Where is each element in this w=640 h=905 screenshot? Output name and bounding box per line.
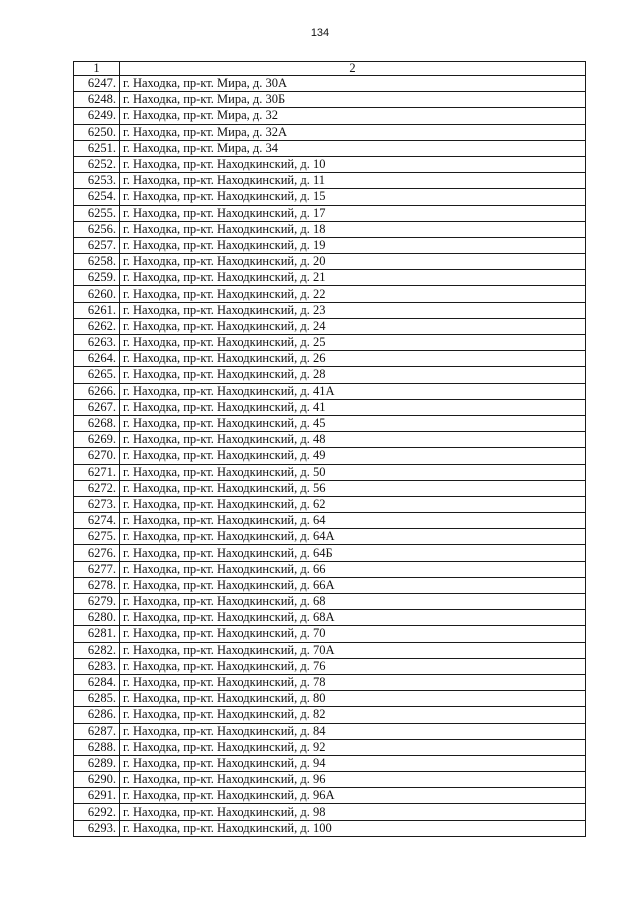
row-number: 6268. — [74, 415, 120, 431]
table-row — [74, 92, 586, 108]
row-number: 6271. — [74, 464, 120, 480]
table-row — [74, 383, 586, 399]
row-address: г. Находка, пр-кт. Находкинский, д. 50 — [120, 464, 586, 480]
row-address: г. Находка, пр-кт. Находкинский, д. 94 — [120, 755, 586, 771]
row-address: г. Находка, пр-кт. Находкинский, д. 92 — [120, 739, 586, 755]
table-row — [74, 108, 586, 124]
row-address: г. Находка, пр-кт. Находкинский, д. 21 — [120, 270, 586, 286]
row-address: г. Находка, пр-кт. Мира, д. 30Б — [120, 92, 586, 108]
table-row — [74, 318, 586, 334]
row-number: 6275. — [74, 529, 120, 545]
row-number: 6265. — [74, 367, 120, 383]
table-row — [74, 189, 586, 205]
table-row — [74, 351, 586, 367]
row-address: г. Находка, пр-кт. Находкинский, д. 22 — [120, 286, 586, 302]
table-row — [74, 820, 586, 836]
row-address: г. Находка, пр-кт. Находкинский, д. 68 — [120, 594, 586, 610]
row-number: 6288. — [74, 739, 120, 755]
row-number: 6256. — [74, 221, 120, 237]
row-number: 6285. — [74, 691, 120, 707]
table-row — [74, 674, 586, 690]
row-address: г. Находка, пр-кт. Находкинский, д. 66 — [120, 561, 586, 577]
row-number: 6283. — [74, 658, 120, 674]
row-address: г. Находка, пр-кт. Мира, д. 34 — [120, 140, 586, 156]
row-number: 6259. — [74, 270, 120, 286]
table-row — [74, 286, 586, 302]
row-number: 6248. — [74, 92, 120, 108]
row-address: г. Находка, пр-кт. Находкинский, д. 78 — [120, 674, 586, 690]
table-row — [74, 594, 586, 610]
table-row — [74, 561, 586, 577]
row-number: 6255. — [74, 205, 120, 221]
row-number: 6287. — [74, 723, 120, 739]
row-address: г. Находка, пр-кт. Находкинский, д. 82 — [120, 707, 586, 723]
table-row — [74, 626, 586, 642]
table-header-row — [74, 62, 586, 76]
row-number: 6260. — [74, 286, 120, 302]
row-number: 6254. — [74, 189, 120, 205]
table-row — [74, 399, 586, 415]
table-row — [74, 254, 586, 270]
row-number: 6270. — [74, 448, 120, 464]
row-address: г. Находка, пр-кт. Находкинский, д. 98 — [120, 804, 586, 820]
row-address: г. Находка, пр-кт. Находкинский, д. 41 — [120, 399, 586, 415]
row-number: 6291. — [74, 788, 120, 804]
row-address: г. Находка, пр-кт. Находкинский, д. 84 — [120, 723, 586, 739]
row-number: 6262. — [74, 318, 120, 334]
table-row — [74, 691, 586, 707]
row-address: г. Находка, пр-кт. Находкинский, д. 62 — [120, 496, 586, 512]
row-number: 6264. — [74, 351, 120, 367]
row-address: г. Находка, пр-кт. Находкинский, д. 41А — [120, 383, 586, 399]
row-number: 6250. — [74, 124, 120, 140]
table-row — [74, 221, 586, 237]
row-address: г. Находка, пр-кт. Находкинский, д. 56 — [120, 480, 586, 496]
row-number: 6293. — [74, 820, 120, 836]
row-address: г. Находка, пр-кт. Мира, д. 32А — [120, 124, 586, 140]
row-address: г. Находка, пр-кт. Находкинский, д. 64А — [120, 529, 586, 545]
table-row — [74, 335, 586, 351]
row-number: 6258. — [74, 254, 120, 270]
row-address: г. Находка, пр-кт. Находкинский, д. 17 — [120, 205, 586, 221]
table-row — [74, 772, 586, 788]
row-number: 6284. — [74, 674, 120, 690]
row-number: 6272. — [74, 480, 120, 496]
row-number: 6282. — [74, 642, 120, 658]
table-row — [74, 237, 586, 253]
row-number: 6251. — [74, 140, 120, 156]
row-number: 6290. — [74, 772, 120, 788]
row-address: г. Находка, пр-кт. Находкинский, д. 80 — [120, 691, 586, 707]
row-address: г. Находка, пр-кт. Находкинский, д. 25 — [120, 335, 586, 351]
row-address: г. Находка, пр-кт. Находкинский, д. 48 — [120, 432, 586, 448]
table-row — [74, 739, 586, 755]
row-address: г. Находка, пр-кт. Находкинский, д. 23 — [120, 302, 586, 318]
row-number: 6277. — [74, 561, 120, 577]
row-number: 6278. — [74, 577, 120, 593]
row-number: 6249. — [74, 108, 120, 124]
row-address: г. Находка, пр-кт. Находкинский, д. 64 — [120, 513, 586, 529]
page-number: 134 — [310, 27, 330, 39]
table-row — [74, 707, 586, 723]
row-address: г. Находка, пр-кт. Находкинский, д. 19 — [120, 237, 586, 253]
table-row — [74, 642, 586, 658]
row-number: 6247. — [74, 76, 120, 92]
table-row — [74, 432, 586, 448]
table-row — [74, 723, 586, 739]
column-header-address: 2 — [120, 62, 586, 76]
row-number: 6286. — [74, 707, 120, 723]
row-number: 6279. — [74, 594, 120, 610]
table-row — [74, 658, 586, 674]
row-number: 6281. — [74, 626, 120, 642]
row-address: г. Находка, пр-кт. Мира, д. 32 — [120, 108, 586, 124]
row-number: 6289. — [74, 755, 120, 771]
row-address: г. Находка, пр-кт. Находкинский, д. 66А — [120, 577, 586, 593]
table-row — [74, 464, 586, 480]
row-address: г. Находка, пр-кт. Находкинский, д. 20 — [120, 254, 586, 270]
table-row — [74, 367, 586, 383]
row-address: г. Находка, пр-кт. Находкинский, д. 28 — [120, 367, 586, 383]
table-row — [74, 577, 586, 593]
row-address: г. Находка, пр-кт. Находкинский, д. 24 — [120, 318, 586, 334]
row-address: г. Находка, пр-кт. Находкинский, д. 10 — [120, 156, 586, 172]
table-row — [74, 788, 586, 804]
table-row — [74, 415, 586, 431]
row-number: 6257. — [74, 237, 120, 253]
row-address: г. Находка, пр-кт. Находкинский, д. 96А — [120, 788, 586, 804]
row-address: г. Находка, пр-кт. Находкинский, д. 64Б — [120, 545, 586, 561]
table-row — [74, 480, 586, 496]
table-row — [74, 140, 586, 156]
row-address: г. Находка, пр-кт. Находкинский, д. 15 — [120, 189, 586, 205]
row-address: г. Находка, пр-кт. Мира, д. 30А — [120, 76, 586, 92]
row-number: 6292. — [74, 804, 120, 820]
table-row — [74, 610, 586, 626]
row-address: г. Находка, пр-кт. Находкинский, д. 70 — [120, 626, 586, 642]
row-address: г. Находка, пр-кт. Находкинский, д. 76 — [120, 658, 586, 674]
table-row — [74, 496, 586, 512]
column-header-number: 1 — [74, 62, 120, 76]
row-address: г. Находка, пр-кт. Находкинский, д. 49 — [120, 448, 586, 464]
table-row — [74, 124, 586, 140]
table-row — [74, 205, 586, 221]
row-address: г. Находка, пр-кт. Находкинский, д. 18 — [120, 221, 586, 237]
table-row — [74, 156, 586, 172]
row-number: 6276. — [74, 545, 120, 561]
row-number: 6263. — [74, 335, 120, 351]
table-row — [74, 173, 586, 189]
row-address: г. Находка, пр-кт. Находкинский, д. 96 — [120, 772, 586, 788]
row-address: г. Находка, пр-кт. Находкинский, д. 45 — [120, 415, 586, 431]
table-row — [74, 270, 586, 286]
row-number: 6269. — [74, 432, 120, 448]
row-number: 6261. — [74, 302, 120, 318]
table-row — [74, 545, 586, 561]
table-body — [74, 76, 586, 837]
row-number: 6252. — [74, 156, 120, 172]
table-row — [74, 513, 586, 529]
table-row — [74, 76, 586, 92]
row-address: г. Находка, пр-кт. Находкинский, д. 70А — [120, 642, 586, 658]
row-address: г. Находка, пр-кт. Находкинский, д. 26 — [120, 351, 586, 367]
table-row — [74, 448, 586, 464]
row-number: 6253. — [74, 173, 120, 189]
row-address: г. Находка, пр-кт. Находкинский, д. 11 — [120, 173, 586, 189]
table-row — [74, 529, 586, 545]
table-row — [74, 804, 586, 820]
table-row — [74, 302, 586, 318]
row-number: 6266. — [74, 383, 120, 399]
row-address: г. Находка, пр-кт. Находкинский, д. 68А — [120, 610, 586, 626]
row-address: г. Находка, пр-кт. Находкинский, д. 100 — [120, 820, 586, 836]
row-number: 6273. — [74, 496, 120, 512]
row-number: 6267. — [74, 399, 120, 415]
address-table — [73, 61, 586, 837]
row-number: 6274. — [74, 513, 120, 529]
row-number: 6280. — [74, 610, 120, 626]
table-row — [74, 755, 586, 771]
